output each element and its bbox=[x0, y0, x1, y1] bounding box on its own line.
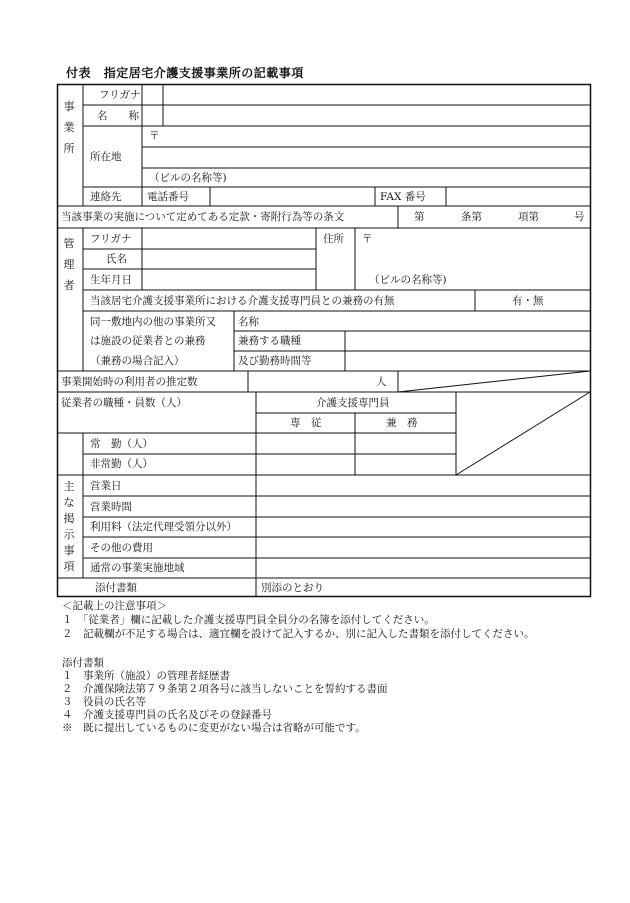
notice-item-service-area: 通常の事業実施地域 bbox=[90, 562, 185, 574]
business-days-field[interactable] bbox=[260, 478, 586, 494]
staff-row-fulltime: 常 勤（人） bbox=[90, 438, 153, 450]
articles-go: 号 bbox=[574, 211, 585, 223]
notices-section-label: 主 な 掲 示 事 項 bbox=[63, 480, 75, 573]
office-furigana-field[interactable] bbox=[166, 87, 586, 103]
other-hours-field[interactable] bbox=[349, 354, 586, 369]
postal-mark: 〒 bbox=[149, 130, 160, 142]
manager-name-field[interactable] bbox=[145, 251, 313, 267]
staff-full-header: 専 従 bbox=[290, 417, 322, 429]
articles-dai: 第 bbox=[414, 211, 425, 223]
other-name-label: 名称 bbox=[238, 316, 259, 328]
business-hours-field[interactable] bbox=[260, 499, 586, 515]
office-name-field[interactable] bbox=[166, 108, 586, 124]
note-line-2: ２ 記載欄が不足する場合は、適宜欄を設けて記入するか、別に記入した書類を添付してください。 bbox=[62, 628, 535, 640]
notice-item-other-costs: その他の費用 bbox=[90, 542, 153, 554]
articles-ko: 項第 bbox=[518, 211, 539, 223]
other-costs-field[interactable] bbox=[260, 540, 586, 556]
parttime-part-field[interactable] bbox=[359, 456, 453, 472]
fulltime-part-field[interactable] bbox=[359, 436, 453, 452]
staff-label: 従業者の職種・員数（人） bbox=[61, 397, 187, 409]
articles-jo: 条第 bbox=[461, 211, 482, 223]
other-name-field[interactable] bbox=[268, 314, 586, 329]
concurrent-question: 当該居宅介護支援事業所における介護支援専門員との兼務の有無 bbox=[90, 295, 395, 307]
staff-row-parttime: 非常勤（人） bbox=[90, 458, 153, 470]
office-address-label: 所在地 bbox=[90, 151, 122, 163]
manager-name-label: 氏名 bbox=[106, 253, 127, 265]
parttime-full-field[interactable] bbox=[260, 456, 352, 472]
notice-item-fees: 利用料（法定代理受領分以外） bbox=[90, 521, 237, 533]
service-area-field[interactable] bbox=[260, 560, 586, 576]
fees-field[interactable] bbox=[260, 519, 586, 535]
articles-label: 当該事業の実施について定めてある定款・寄附行為等の条文 bbox=[61, 211, 345, 223]
title-prefix: 付表 bbox=[66, 66, 92, 80]
fax-field[interactable] bbox=[449, 189, 587, 204]
manager-postal-mark: 〒 bbox=[362, 233, 373, 245]
users-label: 事業開始時の利用者の推定数 bbox=[61, 376, 198, 388]
office-building-field[interactable] bbox=[240, 170, 586, 185]
attachment-line-2: ２ 介護保険法第７９条第２項各号に該当しないことを誓約する書面 bbox=[62, 683, 388, 695]
other-role-label: 兼務する職種 bbox=[238, 335, 301, 347]
other-role-field[interactable] bbox=[349, 334, 586, 349]
manager-address-label: 住所 bbox=[323, 233, 344, 245]
phone-label: 電話番号 bbox=[147, 191, 189, 203]
office-address-field[interactable] bbox=[146, 149, 586, 165]
attachments-heading: 添付書類 bbox=[62, 657, 104, 669]
attachment-line-1: １ 事業所（施設）の管理者経歴書 bbox=[62, 670, 230, 682]
manager-building-label: （ビルの名称等) bbox=[369, 274, 447, 286]
staff-column-header: 介護支援専門員 bbox=[316, 397, 390, 409]
notice-item-business-hours: 営業時間 bbox=[90, 501, 132, 513]
manager-section-label: 管 理 者 bbox=[63, 237, 75, 292]
contact-label: 連絡先 bbox=[90, 191, 122, 203]
attach-label: 添付書類 bbox=[95, 582, 137, 594]
users-unit: 人 bbox=[376, 376, 387, 388]
other-duty-line3: （兼務の場合記入） bbox=[90, 355, 185, 367]
fax-label: FAX 番号 bbox=[380, 191, 426, 203]
other-hours-label: 及び勤務時間等 bbox=[238, 355, 312, 367]
fulltime-full-field[interactable] bbox=[260, 436, 352, 452]
note-line-1: １ 「従業者」欄に記載した介護支援専門員全員分の名簿を添付してください。 bbox=[62, 614, 435, 626]
title-text: 指定居宅介護支援事業所の記載事項 bbox=[103, 66, 304, 80]
manager-birth-field[interactable] bbox=[145, 272, 313, 288]
manager-address-field[interactable] bbox=[376, 231, 586, 247]
notes-heading: ＜記載上の注意事項＞ bbox=[62, 600, 167, 612]
other-duty-line1: 同一敷地内の他の事業所又 bbox=[90, 316, 216, 328]
manager-furigana-field[interactable] bbox=[145, 231, 313, 247]
notice-item-business-days: 営業日 bbox=[90, 480, 122, 492]
other-duty-line2: は施設の従業者との兼務 bbox=[90, 335, 206, 347]
attachment-line-5: ※ 既に提出しているものに変更がない場合は省略が可能です。 bbox=[62, 722, 366, 734]
office-furigana-label: フリガナ bbox=[99, 89, 141, 101]
attach-value: 別添のとおり bbox=[261, 582, 324, 594]
manager-birth-label: 生年月日 bbox=[90, 274, 132, 286]
office-section-label: 事 業 所 bbox=[63, 100, 75, 155]
users-field[interactable] bbox=[252, 374, 372, 390]
office-name-label: 名 称 bbox=[97, 110, 139, 122]
attachment-line-3: ３ 役員の氏名等 bbox=[62, 696, 146, 708]
phone-field[interactable] bbox=[213, 189, 371, 204]
concurrent-answer[interactable]: 有・無 bbox=[512, 295, 544, 307]
staff-part-header: 兼 務 bbox=[386, 417, 418, 429]
office-building-label: （ビルの名称等) bbox=[149, 172, 227, 184]
office-postal-field[interactable] bbox=[165, 128, 585, 144]
manager-furigana-label: フリガナ bbox=[90, 233, 132, 245]
attachment-line-4: ４ 介護支援専門員の氏名及びその登録番号 bbox=[62, 709, 272, 721]
